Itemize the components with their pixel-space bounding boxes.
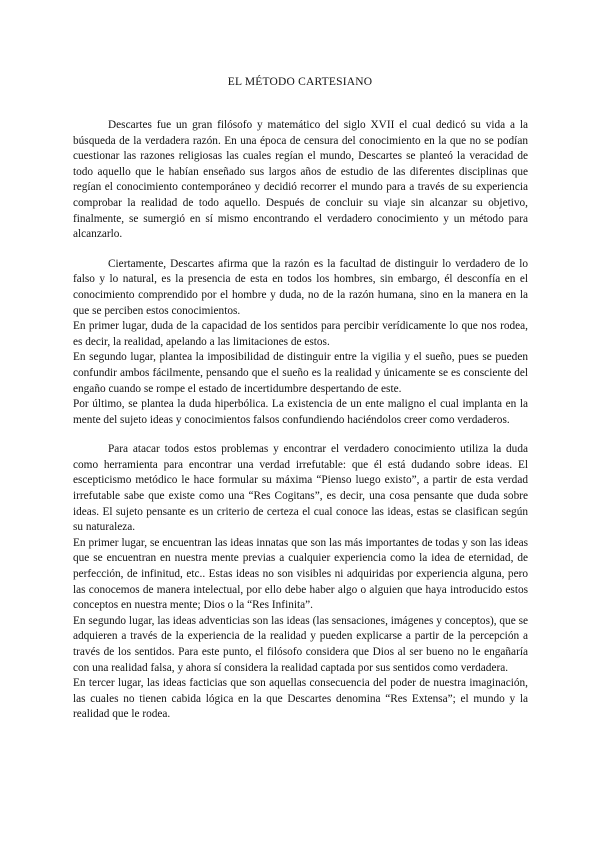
- paragraph-cogito: Para atacar todos estos problemas y encontrar el verdadero conocimiento utiliza la duda como herramienta para encontrar una verdad irrefutable: que él está dudando sobre ideas. El escepticismo metódico le hace formular su máxima “Pienso luego existo”, a partir de esta verdad irrefutable sabe que existe como una “Res Cogitans”, es decir, una cosa pensante que duda sobre ideas. El sujeto pensante es un criterio de certeza el cual conoce las ideas, estas se clasifican según su naturaleza.: [73, 443, 528, 534]
- paragraph-introduction: Descartes fue un gran filósofo y matemático del siglo XVII el cual dedicó su vida a la búsqueda de la verdadera razón. En una época de censura del conocimiento en la que no se podían cuestionar las razones religiosas las cuales regían el mundo, Descartes se planteó la veracidad de todo aquello que le habían enseñado sus largos años de estudio de las diferentes disciplinas que regían el conocimiento contemporáneo y decidió recorrer el mundo para a través de su experiencia comprobar la realidad de todo aquello. Después de concluir su viaje sin alcanzar su objetivo, finalmente, se sumergió en sí mismo encontrando el verdadero conocimiento y un método para alcanzarlo.: [73, 119, 528, 241]
- paragraph-factitious-ideas: En tercer lugar, las ideas facticias que son aquellas consecuencia del poder de nuestra imaginación, las cuales no tienen cabida lógica en la que Descartes denomina “Res Extensa”; el mundo y la realidad que le rodea.: [73, 677, 528, 721]
- paragraph-doubt-hyperbolic: Por último, se plantea la duda hiperbólica. La existencia de un ente maligno el cual implanta en la mente del sujeto ideas y conocimientos falsos confundiendo haciéndolos creer como verdaderos.: [73, 398, 528, 426]
- paragraph-reason: Ciertamente, Descartes afirma que la razón es la facultad de distinguir lo verdadero de lo falso y lo natural, es la presencia de esta en todos los hombres, sin embargo, él desconfía en el conocimiento comprendido por el hombre y duda, no de la razón humana, sino en la manera en la que se perciben estos conocimientos.: [73, 257, 528, 317]
- paragraph-doubt-senses: En primer lugar, duda de la capacidad de los sentidos para percibir verídicamente lo que nos rodea, es decir, la realidad, apelando a las limitaciones de estos.: [73, 320, 528, 348]
- document-title: EL MÉTODO CARTESIANO: [227, 76, 373, 88]
- document-body: [73, 118, 528, 723]
- paragraph-adventitious-ideas: En segundo lugar, las ideas adventicias son las ideas (las sensaciones, imágenes y conceptos), que se adquieren a través de la experiencia de la realidad y pueden explicarse a partir de la percepción a través de los sentidos. Para este punto, el filósofo considera que Dios al ser bueno no le engañaría con una realidad falsa, y ahora sí considera la realidad captada por sus sentidos como verdadera.: [73, 614, 528, 674]
- paragraph-doubt-dream: En segundo lugar, plantea la imposibilidad de distinguir entre la vigilia y el sueño, pues se pueden confundir ambos fácilmente, pensando que el sueño es la realidad y únicamente se es consciente del engaño cuando se rompe el estado de incertidumbre despertando de este.: [73, 351, 528, 395]
- paragraph-innate-ideas: En primer lugar, se encuentran las ideas innatas que son las más importantes de todas y son las ideas que se encuentran en nuestra mente previas a cualquier experiencia como la idea de eternidad, de perfección, de infinitud, etc.. Estas ideas no son visibles ni adquiridas por experiencia alguna, pero las conocemos de manera intelectual, por ello debe haber algo o alguien que haya introducido estos conceptos en nuestra mente; Dios o la “Res Infinita”.: [73, 536, 528, 612]
